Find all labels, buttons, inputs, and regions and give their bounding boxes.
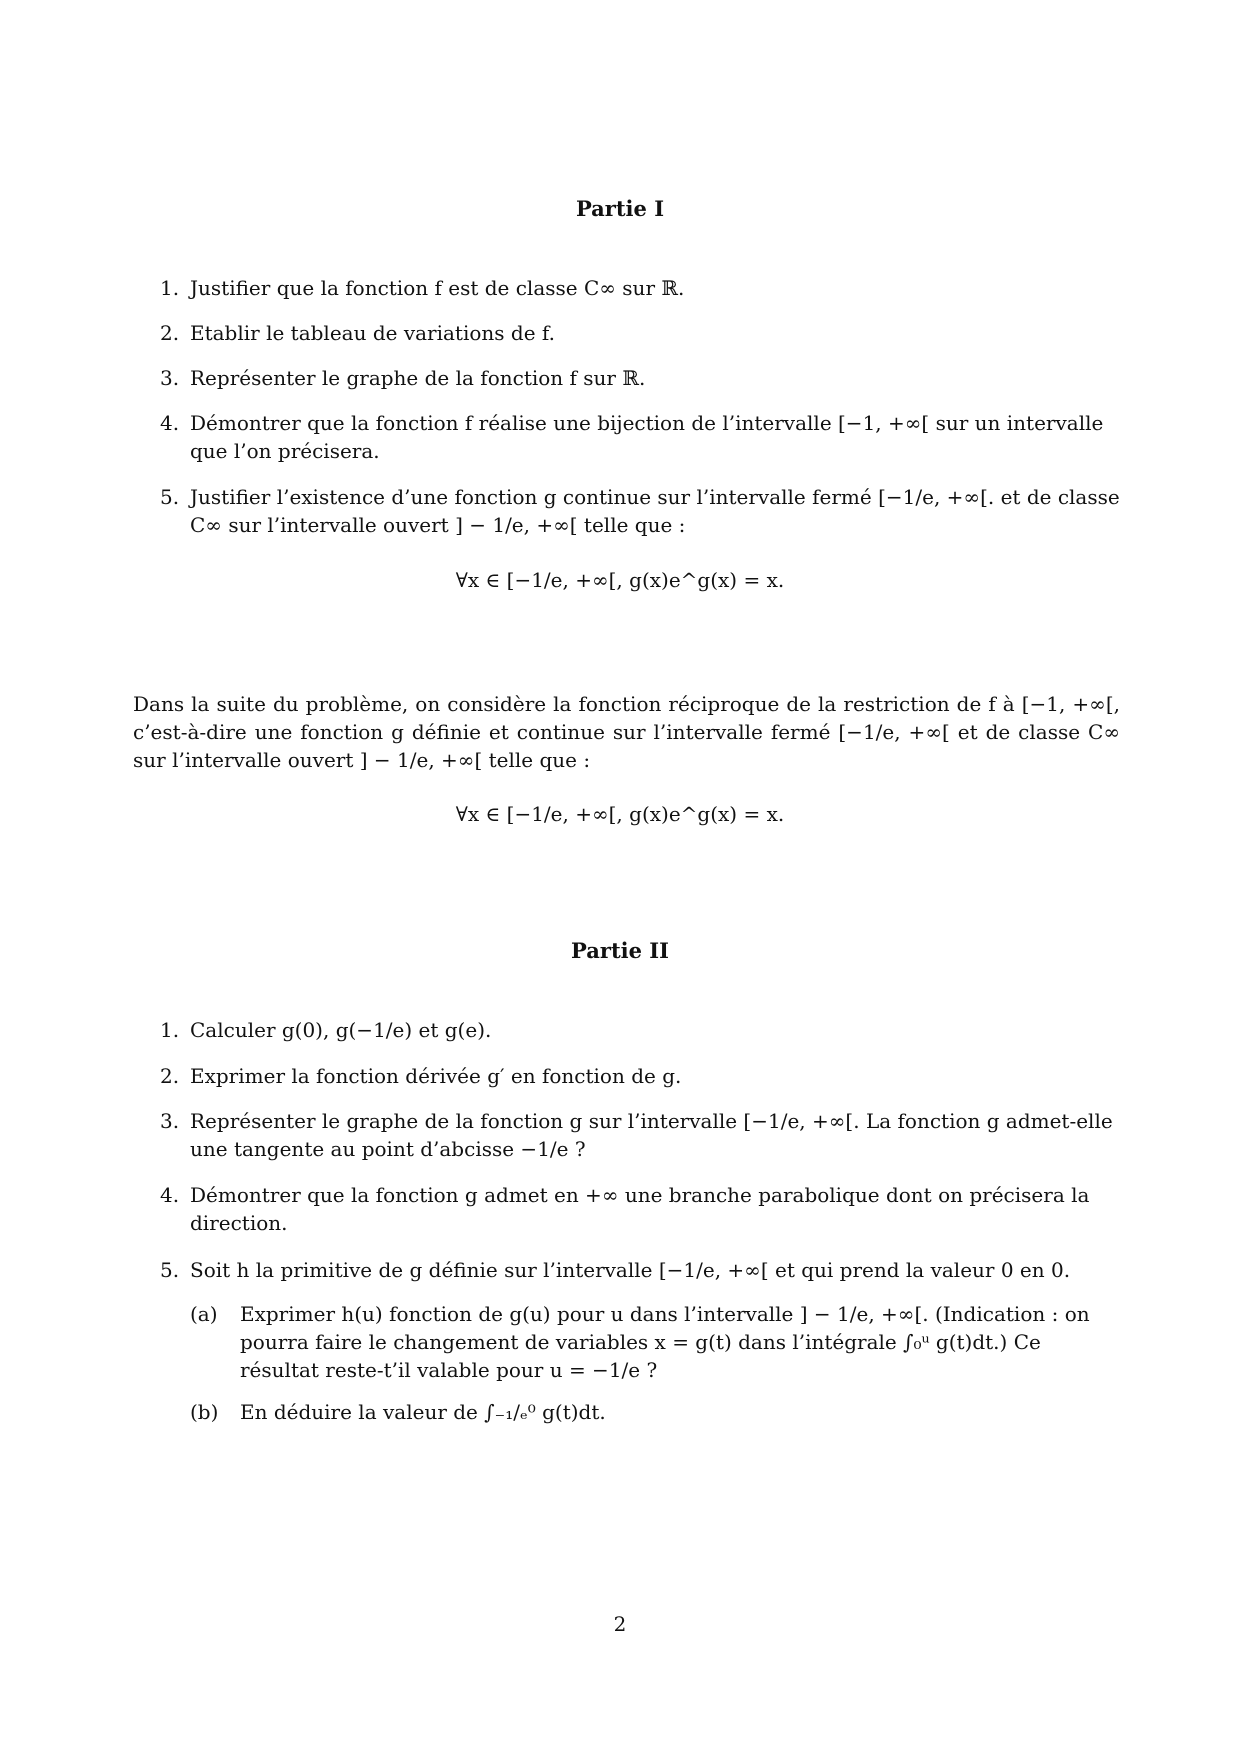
item-text: Exprimer la fonction dérivée g′ en fonction de g. — [190, 1064, 682, 1088]
item-text: Calculer g(0), g(−1/e) et g(e). — [190, 1018, 492, 1042]
transition-formula: ∀x ∈ [−1/e, +∞[, g(x)e^g(x) = x. — [455, 802, 785, 826]
item-text: Justifier que la fonction f est de classe C∞ sur ℝ. — [190, 276, 685, 300]
part2-item-2 — [160, 1062, 1120, 1090]
subitem-text: Exprimer h(u) fonction de g(u) pour u dans l’intervalle ] − 1/e, +∞[. (Indication : on pourra faire le changement de variables x = g(t) dans l’intégrale ∫₀ᵘ g(t)dt.) Ce résultat reste-t’il valable pour u = −1/e ? — [240, 1302, 1090, 1382]
part2-title: Partie II — [571, 938, 669, 963]
part2-item-5 — [160, 1256, 1120, 1284]
item-number: 5. — [160, 485, 180, 509]
part2-subitem-a — [190, 1300, 1120, 1384]
part1-item-1 — [160, 274, 1120, 302]
subitem-label: (b) — [190, 1400, 219, 1424]
part1-formula: ∀x ∈ [−1/e, +∞[, g(x)e^g(x) = x. — [455, 568, 785, 592]
item-text: Soit h la primitive de g définie sur l’intervalle [−1/e, +∞[ et qui prend la valeur 0 en 0. — [190, 1258, 1071, 1282]
item-text: Justifier l’existence d’une fonction g continue sur l’intervalle fermé [−1/e, +∞[. et de classe C∞ sur l’intervalle ouvert ] − 1/e, +∞[ telle que : — [190, 485, 1120, 537]
subitem-text: En déduire la valeur de ∫₋₁/ₑ⁰ g(t)dt. — [240, 1400, 606, 1424]
item-number: 1. — [160, 1018, 180, 1042]
part1-title: Partie I — [575, 196, 665, 221]
part1-item-4 — [160, 409, 1120, 465]
part1-item-3 — [160, 364, 1120, 392]
item-number: 4. — [160, 1183, 180, 1207]
item-number: 4. — [160, 411, 180, 435]
item-text: Etablir le tableau de variations de f. — [190, 321, 555, 345]
part2-item-1 — [160, 1016, 1120, 1044]
item-text: Représenter le graphe de la fonction g sur l’intervalle [−1/e, +∞[. La fonction g admet-elle une tangente au point d’abcisse −1/e ? — [190, 1109, 1113, 1161]
part1-item-2 — [160, 319, 1120, 347]
item-number: 2. — [160, 1064, 180, 1088]
item-number: 5. — [160, 1258, 180, 1282]
item-number: 3. — [160, 1109, 180, 1133]
item-text: Représenter le graphe de la fonction f sur ℝ. — [190, 366, 646, 390]
part2-subitem-b — [190, 1398, 1120, 1426]
item-number: 3. — [160, 366, 180, 390]
item-number: 2. — [160, 321, 180, 345]
item-text: Démontrer que la fonction g admet en +∞ une branche parabolique dont on précisera la direction. — [190, 1183, 1090, 1235]
item-text: Démontrer que la fonction f réalise une bijection de l’intervalle [−1, +∞[ sur un intervalle que l’on précisera. — [190, 411, 1104, 463]
part1-item-5 — [160, 483, 1120, 539]
part2-item-4 — [160, 1181, 1120, 1237]
page-number: 2 — [613, 1612, 627, 1636]
subitem-label: (a) — [190, 1302, 218, 1326]
item-number: 1. — [160, 276, 180, 300]
part2-item-3 — [160, 1107, 1120, 1163]
transition-paragraph: Dans la suite du problème, on considère la fonction réciproque de la restriction de f à [−1, +∞[, c’est-à-dire une fonction g définie et continue sur l’intervalle fermé [−1/e, +∞[ et de classe C∞ sur l’intervalle ouvert ] − 1/e, +∞[ telle que : — [133, 692, 1120, 772]
